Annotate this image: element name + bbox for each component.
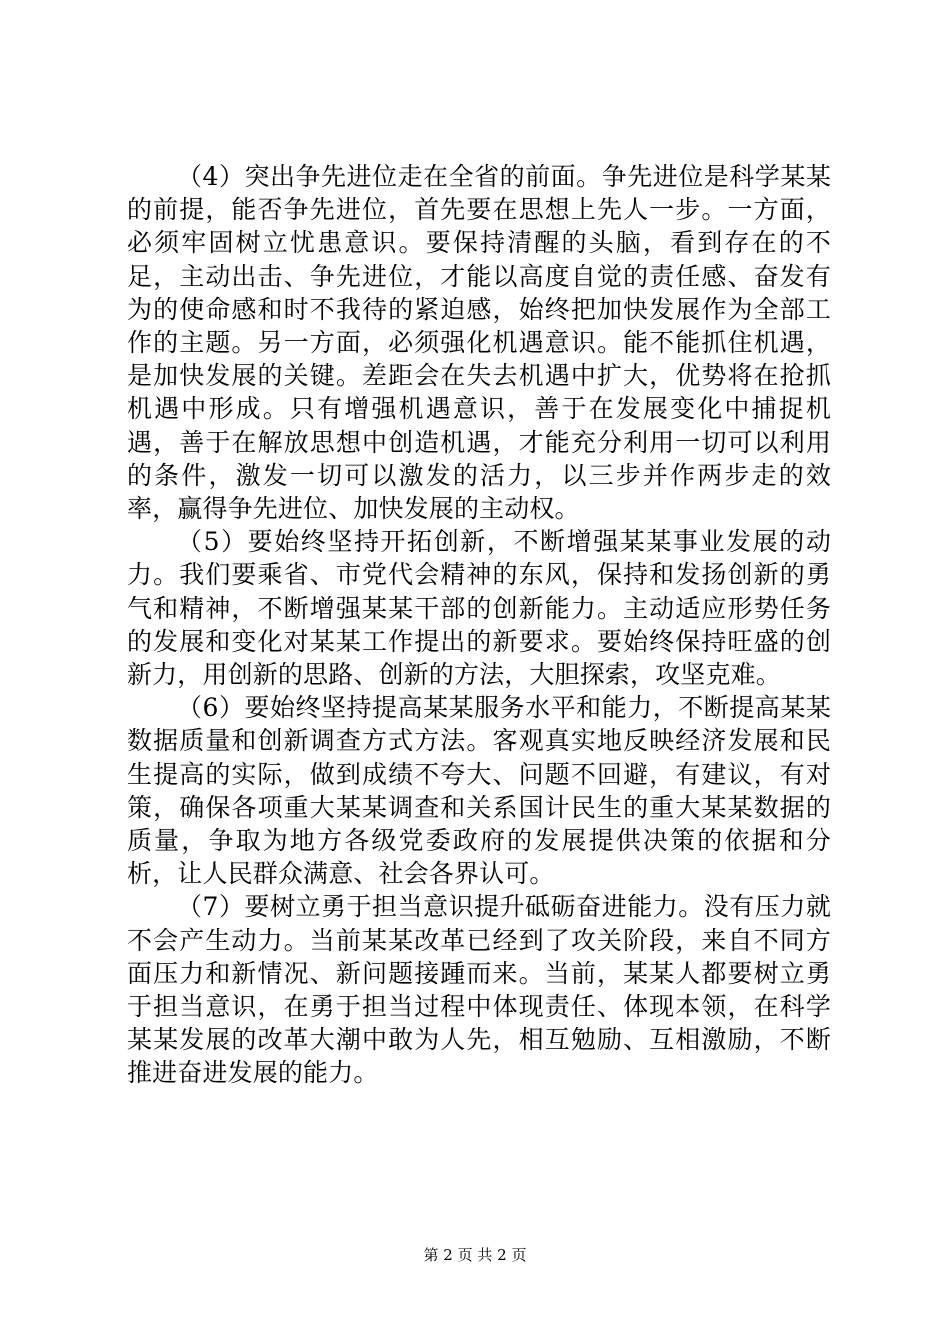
paragraph-4: （4）突出争先进位走在全省的前面。争先进位是科学某某的前提，能否争先进位，首先要在思想上先人一步。一方面，必须牢固树立忧患意识。要保持清醒的头脑，看到存在的不足，主动出击、争先进位，才能以高度自觉的责任感、奋发有为的使命感和时不我待的紧迫感，始终把加快发展作为全部工作的主题。另一方面，必须强化机遇意识。能不能抓住机遇，是加快发展的关键。差距会在失去机遇中扩大，优势将在抢抓机遇中形成。只有增强机遇意识，善于在发展变化中捕捉机遇，善于在解放思想中创造机遇，才能充分利用一切可以利用的条件，激发一切可以激发的活力，以三步并作两步走的效率，赢得争先进位、加快发展的主动权。 <box>127 162 831 524</box>
page-footer: 第 2 页 共 2 页 <box>423 1246 527 1264</box>
paragraph-7: （7）要树立勇于担当意识提升砥砺奋进能力。没有压力就不会产生动力。当前某某改革已经到了攻关阶段，来自不同方面压力和新情况、新问题接踵而来。当前，某某人都要树立勇于担当意识，在勇于担当过程中体现责任、体现本领，在科学某某发展的改革大潮中敢为人先，相互勉励、互相激励，不断推进奋进发展的能力。 <box>127 892 831 1088</box>
paragraph-6: （6）要始终坚持提高某某服务水平和能力，不断提高某某数据质量和创新调查方式方法。客观真实地反映经济发展和民生提高的实际，做到成绩不夸大、问题不回避，有建议，有对策，确保各项重大某某调查和关系国计民生的重大某某数据的质量，争取为地方各级党委政府的发展提供决策的依据和分析，让人民群众满意、社会各界认可。 <box>127 693 831 889</box>
document-body <box>127 160 831 1090</box>
paragraph-5: （5）要始终坚持开拓创新，不断增强某某事业发展的动力。我们要乘省、市党代会精神的东风，保持和发扬创新的勇气和精神，不断增强某某干部的创新能力。主动适应形势任务的发展和变化对某某工作提出的新要求。要始终保持旺盛的创新力，用创新的思路、创新的方法，大胆探索，攻坚克难。 <box>127 527 831 690</box>
